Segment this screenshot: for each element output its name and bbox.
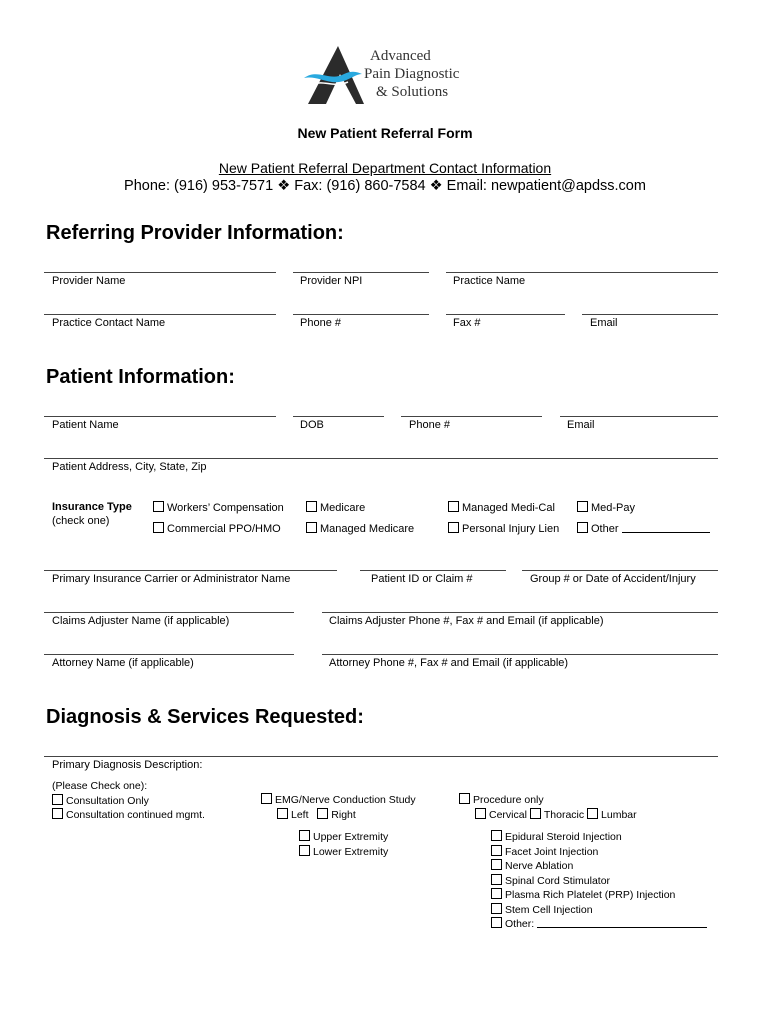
practice-contact-field[interactable] — [44, 314, 276, 315]
ins-commercial-option[interactable] — [153, 522, 281, 535]
adjuster-name-field[interactable] — [44, 612, 294, 613]
patient-name-field[interactable] — [44, 416, 276, 417]
emg-checkbox[interactable] — [261, 793, 272, 804]
consult-only-label: Consultation Only — [66, 794, 149, 807]
commercial-checkbox[interactable] — [153, 522, 164, 533]
other-procedure-label: Other: — [505, 918, 535, 930]
insurance-type-label: Insurance Type — [52, 501, 132, 513]
epidural-label: Epidural Steroid Injection — [505, 831, 622, 843]
stem-cell-label: Stem Cell Injection — [505, 903, 593, 916]
patient-section-heading: Patient Information: — [46, 366, 235, 388]
patient-address-field[interactable] — [44, 458, 718, 459]
cervical-checkbox[interactable] — [475, 808, 486, 819]
personal-injury-checkbox[interactable] — [448, 522, 459, 533]
other-insurance-label: Other — [591, 523, 619, 535]
diagnosis-section-heading: Diagnosis & Services Requested: — [46, 706, 364, 728]
facet-label: Facet Joint Injection — [505, 845, 599, 858]
other-procedure-option[interactable] — [459, 917, 707, 932]
practice-name-field[interactable] — [446, 272, 718, 273]
spine-region-row — [459, 808, 707, 823]
patient-email-field[interactable] — [560, 416, 718, 417]
emg-option[interactable] — [261, 793, 416, 808]
medi-cal-label: Managed Medi-Cal — [462, 502, 555, 514]
upper-extremity-checkbox[interactable] — [299, 830, 310, 841]
emg-label: EMG/Nerve Conduction Study — [275, 794, 416, 806]
adjuster-contact-label: Claims Adjuster Phone #, Fax # and Email (if applicable) — [329, 615, 604, 627]
managed-medicare-label: Managed Medicare — [320, 523, 415, 535]
procedure-group — [459, 793, 707, 932]
attorney-name-field[interactable] — [44, 654, 294, 655]
epidural-checkbox[interactable] — [491, 830, 502, 841]
group-field[interactable] — [522, 570, 718, 571]
facet-checkbox[interactable] — [491, 845, 502, 856]
attorney-name-label: Attorney Name (if applicable) — [52, 657, 194, 669]
prp-label: Plasma Rich Platelet (PRP) Injection — [505, 889, 676, 901]
logo-line-3: & Solutions — [376, 84, 449, 100]
carrier-field[interactable] — [44, 570, 337, 571]
consult-mgmt-label: Consultation continued mgmt. — [66, 809, 205, 821]
consult-only-option[interactable] — [52, 794, 205, 809]
attorney-contact-label: Attorney Phone #, Fax # and Email (if applicable) — [329, 657, 569, 669]
lower-extremity-label: Lower Extremity — [313, 845, 389, 858]
scs-label: Spinal Cord Stimulator — [505, 874, 611, 887]
ins-other-option[interactable] — [577, 522, 710, 535]
primary-diagnosis-field[interactable] — [44, 756, 718, 757]
scs-checkbox[interactable] — [491, 874, 502, 885]
nerve-ablation-option[interactable] — [459, 859, 707, 874]
managed-medicare-checkbox[interactable] — [306, 522, 317, 533]
patient-name-label: Patient Name — [52, 419, 119, 431]
ins-managed-medicare-option[interactable] — [306, 522, 414, 535]
left-right-row — [261, 808, 416, 823]
provider-name-label: Provider Name — [52, 275, 126, 287]
right-label: Right — [331, 808, 356, 821]
consult-only-checkbox[interactable] — [52, 794, 63, 805]
contact-line: Phone: (916) 953-7571 ❖ Fax: (916) 860-7584 ❖ Email: newpatient@apdss.com — [124, 178, 646, 194]
thoracic-checkbox[interactable] — [530, 808, 541, 819]
scs-option[interactable] — [459, 874, 707, 889]
other-insurance-field[interactable] — [622, 523, 710, 533]
ins-medicare-option[interactable] — [306, 501, 365, 514]
provider-section-heading: Referring Provider Information: — [46, 222, 344, 244]
contact-heading: New Patient Referral Department Contact Information — [218, 160, 552, 176]
personal-injury-label: Personal Injury Lien — [462, 523, 560, 535]
cervical-label: Cervical — [489, 808, 527, 821]
provider-fax-label: Fax # — [453, 317, 481, 329]
form-title: New Patient Referral Form — [297, 125, 473, 141]
provider-phone-field[interactable] — [293, 314, 429, 315]
consult-mgmt-option[interactable] — [52, 808, 205, 823]
upper-extremity-option[interactable] — [261, 830, 416, 845]
practice-contact-label: Practice Contact Name — [52, 317, 166, 329]
ins-personal-injury-option[interactable] — [448, 522, 559, 535]
workers-comp-label: Workers’ Compensation — [167, 502, 284, 514]
procedure-only-label: Procedure only — [473, 794, 544, 806]
procedure-only-option[interactable] — [459, 793, 707, 808]
provider-npi-field[interactable] — [293, 272, 429, 273]
lower-extremity-option[interactable] — [261, 845, 416, 860]
consultation-group — [52, 780, 205, 823]
provider-phone-label: Phone # — [300, 317, 341, 329]
adjuster-name-label: Claims Adjuster Name (if applicable) — [52, 615, 230, 627]
patient-phone-field[interactable] — [401, 416, 542, 417]
patient-id-label: Patient ID or Claim # — [371, 573, 473, 585]
group-label: Group # or Date of Accident/Injury — [530, 573, 696, 585]
patient-id-field[interactable] — [360, 570, 506, 571]
upper-extremity-label: Upper Extremity — [313, 831, 389, 843]
other-procedure-field[interactable] — [537, 918, 707, 928]
provider-npi-label: Provider NPI — [300, 275, 363, 287]
medicare-checkbox[interactable] — [306, 501, 317, 512]
other-procedure-checkbox[interactable] — [491, 917, 502, 928]
provider-fax-field[interactable] — [446, 314, 565, 315]
med-pay-label: Med-Pay — [591, 502, 636, 514]
lumbar-label: Lumbar — [601, 808, 637, 821]
nerve-ablation-checkbox[interactable] — [491, 859, 502, 870]
prp-checkbox[interactable] — [491, 888, 502, 899]
consult-mgmt-checkbox[interactable] — [52, 808, 63, 819]
attorney-contact-field[interactable] — [322, 654, 718, 655]
thoracic-label: Thoracic — [543, 808, 585, 821]
practice-name-label: Practice Name — [453, 275, 526, 287]
check-one-label: (Please Check one): — [52, 780, 148, 792]
other-insurance-checkbox[interactable] — [577, 522, 588, 533]
epidural-option[interactable] — [459, 830, 707, 845]
company-logo — [300, 44, 480, 106]
med-pay-checkbox[interactable] — [577, 501, 588, 512]
patient-email-label: Email — [567, 419, 595, 431]
ins-med-pay-option[interactable] — [577, 501, 635, 514]
carrier-label: Primary Insurance Carrier or Administrator Name — [52, 573, 291, 585]
emg-group — [261, 793, 416, 859]
procedure-only-checkbox[interactable] — [459, 793, 470, 804]
adjuster-contact-field[interactable] — [322, 612, 718, 613]
facet-option[interactable] — [459, 845, 707, 860]
stem-cell-option[interactable] — [459, 903, 707, 918]
medicare-label: Medicare — [320, 502, 366, 514]
provider-name-field[interactable] — [44, 272, 276, 273]
ins-medi-cal-option[interactable] — [448, 501, 555, 514]
left-checkbox[interactable] — [277, 808, 288, 819]
logo-mark-icon — [300, 44, 366, 106]
insurance-check-one: (check one) — [52, 515, 110, 527]
lower-extremity-checkbox[interactable] — [299, 845, 310, 856]
medi-cal-checkbox[interactable] — [448, 501, 459, 512]
ins-workers-option[interactable] — [153, 501, 284, 514]
right-checkbox[interactable] — [317, 808, 328, 819]
primary-diagnosis-label: Primary Diagnosis Description: — [52, 759, 203, 771]
logo-line-1: Advanced — [370, 48, 431, 64]
dob-field[interactable] — [293, 416, 384, 417]
prp-option[interactable] — [459, 888, 707, 903]
lumbar-checkbox[interactable] — [587, 808, 598, 819]
dob-label: DOB — [300, 419, 324, 431]
patient-phone-label: Phone # — [409, 419, 450, 431]
workers-comp-checkbox[interactable] — [153, 501, 164, 512]
patient-address-label: Patient Address, City, State, Zip — [52, 461, 207, 473]
provider-email-field[interactable] — [582, 314, 718, 315]
left-label: Left — [291, 808, 309, 821]
logo-line-2: Pain Diagnostic — [364, 66, 460, 82]
stem-cell-checkbox[interactable] — [491, 903, 502, 914]
commercial-label: Commercial PPO/HMO — [167, 523, 281, 535]
nerve-ablation-label: Nerve Ablation — [505, 860, 574, 872]
provider-email-label: Email — [590, 317, 618, 329]
